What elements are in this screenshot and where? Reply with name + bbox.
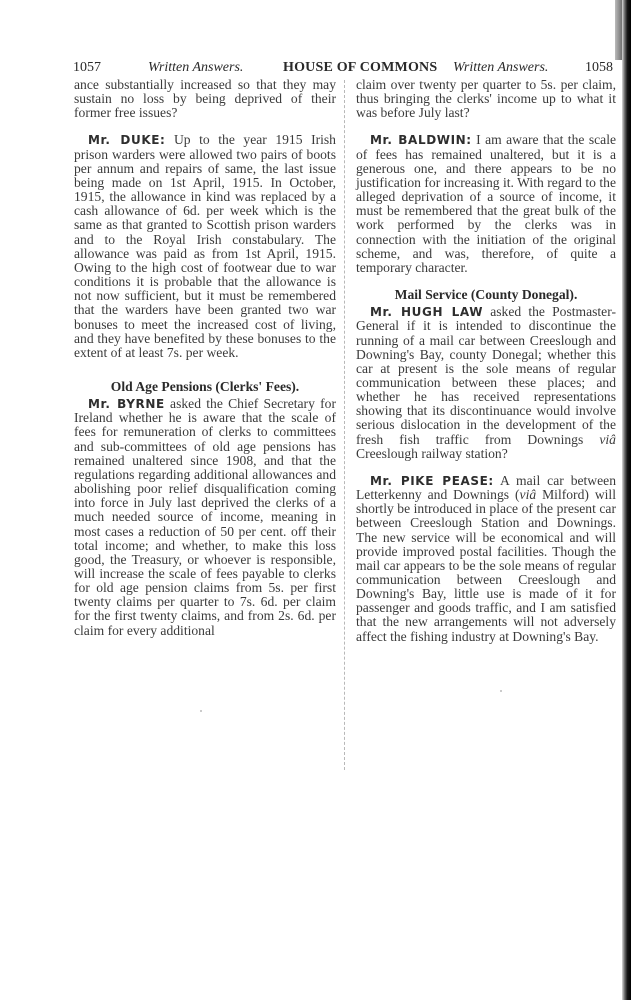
question-continuation: claim over twenty per quarter to 5s. per claim, thus bringing the clerks' income up to what it was before July last? — [356, 77, 616, 121]
question-continuation: ance substantially increased so that they may sustain no loss by being deprived of their former free issues? — [74, 77, 336, 121]
via-italic: viâ — [599, 431, 616, 447]
speaker-name: Mr. PIKE PEASE: — [370, 473, 494, 488]
speaker-name: Mr. HUGH LAW — [370, 305, 484, 320]
right-column — [356, 78, 616, 644]
paper-speck — [200, 710, 202, 712]
question-text: asked the Postmaster-General if it is intended to discontinue the running of a mail car between Creeslough and Downing's Bay, county Donegal; whether this car at present is the sole means of regular communication between these places; and whether he has received representations showing that its discontinuance would involve serious dislocation in the development of the fresh fish traffic from Downings — [356, 304, 616, 447]
via-italic: viâ — [519, 487, 537, 503]
page-edge-shadow — [622, 0, 631, 1000]
section-heading-mail-service: Mail Service (County Donegal). — [394, 287, 578, 303]
question-text: asked the Chief Secretary for Ireland whether he is aware that the scale of fees for remuneration of clerks to committees and sub-committees of old age pensions has remained unaltered since 1908, and that the regulations regarding additional allowances and abolishing poor relief disqualification coming into force in July last deprived the clerks of a much needed source of income, meaning in most cases a reduction of 50 per cent. off their total income; and whether, to make this loss good, the Treasury, or whoever is responsible, will increase the scale of fees payable to clerks for old age pension claims from 5s. per first twenty claims per quarter to 7s. 6d. per claim for the first twenty claims, and from 2s. 6d. per claim for every additional — [74, 396, 336, 638]
left-column — [74, 78, 336, 638]
byrne-question — [74, 397, 336, 638]
speaker-name: Mr. BYRNE — [88, 397, 165, 412]
duke-answer — [74, 133, 336, 360]
left-column-number: 1057 — [73, 60, 101, 75]
answer-text: A mail car between Letterkenny and Downings ( — [356, 472, 616, 503]
question-text-end: Creeslough railway station? — [356, 445, 508, 461]
column-divider — [344, 80, 345, 770]
paper-speck — [500, 690, 502, 692]
section-heading-old-age-pensions: Old Age Pensions (Clerks' Fees). — [110, 378, 300, 394]
law-question — [356, 305, 616, 461]
answer-text: Up to the year 1915 Irish prison warders were allowed two pairs of boots per annum and repairs of same, the last issue being made on 1st April, 1915. In October, 1915, the allowance in kind was replaced by a cash allowance of 6d. per week which is the same as that granted to Scottish prison warders and to the Royal Irish constabulary. The allowance was paid as from 1st April, 1915. Owing to the high cost of footwear due to war conditions it is probable that the allowance is not now sufficient, but it must be remembered that the warders have been granted two war bonuses to meet the increased cost of living, and they have benefited by these bonuses to the extent of at least 7s. per week. — [74, 132, 336, 360]
right-column-number: 1058 — [585, 60, 613, 75]
left-running-title: Written Answers. — [148, 60, 244, 75]
answer-text-end: Milford) will shortly be introduced in place of the present car between Creeslough Station and Downings. The new service will be economical and will provide improved postal facilities. Though the mail car appears to be the sole means of regular communication between Creeslough and Downing's Bay, little use is made of it for passenger and goods traffic, and I am satisfied that the new arrangements will not adversely affect the fishing industry at Downing's Bay. — [356, 487, 616, 644]
speaker-name: Mr. DUKE: — [88, 133, 166, 148]
pease-answer — [356, 474, 616, 644]
speaker-name: Mr. BALDWIN: — [370, 133, 472, 148]
running-header — [73, 60, 613, 78]
page-title: HOUSE OF COMMONS — [283, 60, 438, 75]
baldwin-answer — [356, 133, 616, 275]
answer-text: I am aware that the scale of fees has remained unaltered, but it is a generous one, and there appears to be no justification for increasing it. With regard to the alleged deprivation of a source of income, it must be remembered that the great bulk of the work performed by the clerks was in connection with the initiation of the original scheme, and was, therefore, of quite a temporary character. — [356, 132, 617, 275]
right-running-title: Written Answers. — [453, 60, 549, 75]
